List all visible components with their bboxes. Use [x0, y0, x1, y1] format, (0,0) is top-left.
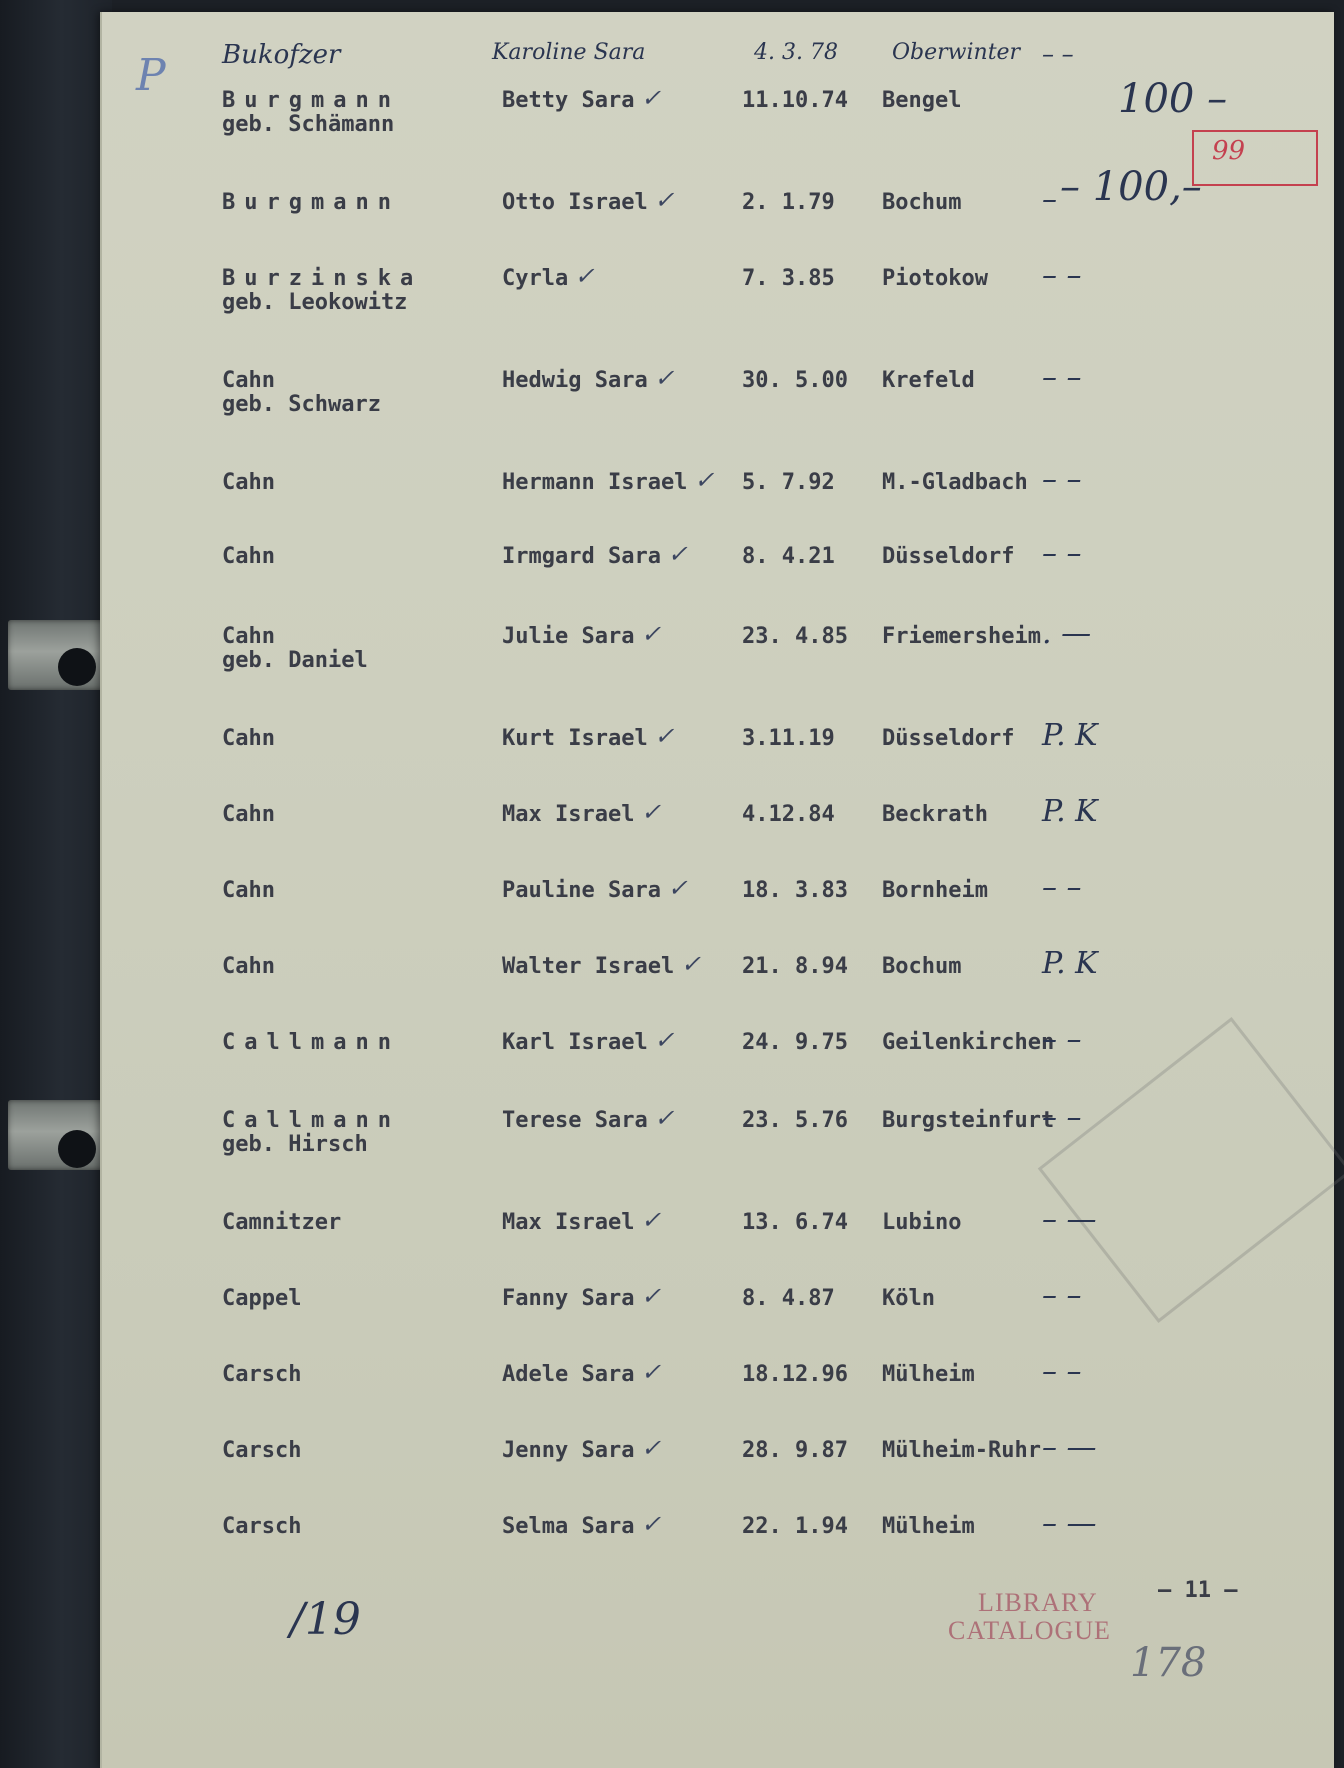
entry-surname: Cahn: [222, 802, 275, 827]
entry-given-name: Julie Sara: [502, 624, 635, 649]
entry-birth-date: 11.10.74: [742, 88, 848, 113]
entry-handwritten-mark: – —: [1042, 1506, 1097, 1541]
page-number: – 11 –: [1158, 1578, 1238, 1603]
header-given: Karoline Sara: [492, 40, 646, 65]
blue-p-mark: P: [136, 50, 166, 101]
entry-birth-place: Bochum: [882, 190, 962, 215]
entry-surname: Cahn: [222, 954, 275, 979]
entry-handwritten-mark: – –: [1042, 1100, 1082, 1135]
handwritten-amount-2: – 100,–: [1060, 164, 1202, 210]
faded-stamp-mark: [1038, 1017, 1344, 1323]
entry-surname: Cahn: [222, 878, 275, 903]
entry-handwritten-mark: . —: [1042, 616, 1092, 651]
entry-given-name: Betty Sara: [502, 88, 635, 113]
binder-clip-lower: [8, 1100, 108, 1170]
entry-birth-date: 28. 9.87: [742, 1438, 848, 1463]
entry-birthname: geb. Hirsch: [222, 1132, 368, 1157]
entry-birthname: geb. Schwarz: [222, 392, 381, 417]
entry-birth-place: M.-Gladbach: [882, 470, 1028, 495]
check-mark-icon: ✓: [694, 466, 715, 494]
entry-birth-place: Krefeld: [882, 368, 975, 393]
boxed-number: 99: [1192, 130, 1318, 186]
handwritten-amount-1: 100 –: [1118, 76, 1228, 122]
check-mark-icon: ✓: [641, 1206, 662, 1234]
entry-birth-date: 21. 8.94: [742, 954, 848, 979]
entry-birth-place: Bornheim: [882, 878, 988, 903]
entry-surname: Callmann: [222, 1030, 400, 1055]
entry-given-name: Pauline Sara: [502, 878, 661, 903]
entry-birth-date: 18.12.96: [742, 1362, 848, 1387]
entry-given-name: Walter Israel: [502, 954, 675, 979]
check-mark-icon: ✓: [654, 722, 675, 750]
entry-birth-place: Lubino: [882, 1210, 962, 1235]
entry-birth-place: Düsseldorf: [882, 544, 1015, 569]
entry-given-name: Otto Israel: [502, 190, 648, 215]
entry-given-name: Max Israel: [502, 802, 635, 827]
entry-birthname: geb. Schämann: [222, 112, 395, 137]
check-mark-icon: ✓: [680, 950, 701, 978]
entry-birth-place: Friemersheim: [882, 624, 1041, 649]
entry-given-name: Karl Israel: [502, 1030, 648, 1055]
entry-handwritten-mark: P. K: [1042, 946, 1098, 981]
entry-birth-date: 7. 3.85: [742, 266, 835, 291]
check-mark-icon: ✓: [641, 620, 662, 648]
punch-hole-lower: [58, 1130, 96, 1168]
entry-birth-date: 2. 1.79: [742, 190, 835, 215]
header-place: Oberwinter: [892, 40, 1021, 65]
entry-given-name: Fanny Sara: [502, 1286, 635, 1311]
entry-handwritten-mark: – —: [1042, 1430, 1097, 1465]
check-mark-icon: ✓: [641, 84, 662, 112]
entry-birth-date: 23. 5.76: [742, 1108, 848, 1133]
handwritten-folio-right: 178: [1130, 1640, 1207, 1686]
entry-birth-place: Piotokow: [882, 266, 988, 291]
stamp-library: LIBRARY: [978, 1588, 1098, 1617]
entry-surname: Cahn: [222, 624, 275, 649]
binder-clip-upper: [8, 620, 108, 690]
binder-strip: [0, 0, 112, 1768]
entry-surname: Cahn: [222, 470, 275, 495]
check-mark-icon: ✓: [667, 874, 688, 902]
entry-handwritten-mark: – –: [1042, 462, 1082, 497]
entry-surname: Burgmann: [222, 190, 400, 215]
entry-birth-date: 13. 6.74: [742, 1210, 848, 1235]
entry-handwritten-mark: P. K: [1042, 794, 1098, 829]
check-mark-icon: ✓: [641, 1282, 662, 1310]
entry-birth-place: Mülheim: [882, 1362, 975, 1387]
check-mark-icon: ✓: [667, 540, 688, 568]
check-mark-icon: ✓: [641, 1358, 662, 1386]
entry-given-name: Cyrla: [502, 266, 569, 291]
entry-handwritten-mark: – –: [1042, 536, 1082, 571]
entry-birth-place: Geilenkirchen: [882, 1030, 1055, 1055]
entry-surname: Carsch: [222, 1514, 302, 1539]
entry-surname: Cahn: [222, 544, 275, 569]
check-mark-icon: ✓: [654, 186, 675, 214]
entry-handwritten-mark: – –: [1042, 1278, 1082, 1313]
entry-given-name: Jenny Sara: [502, 1438, 635, 1463]
header-mark: – –: [1042, 40, 1074, 68]
entry-surname: Callmann: [222, 1108, 400, 1133]
entry-handwritten-mark: – —: [1042, 1202, 1097, 1237]
entry-birth-place: Beckrath: [882, 802, 988, 827]
entry-surname: Cahn: [222, 368, 275, 393]
entry-birth-place: Köln: [882, 1286, 935, 1311]
entry-handwritten-mark: –: [1042, 182, 1057, 217]
entry-surname: Burgmann: [222, 88, 400, 113]
entry-birth-place: Mülheim-Ruhr: [882, 1438, 1041, 1463]
entry-given-name: Hermann Israel: [502, 470, 688, 495]
check-mark-icon: ✓: [641, 1510, 662, 1538]
punch-hole-upper: [58, 648, 96, 686]
entry-given-name: Hedwig Sara: [502, 368, 648, 393]
header-surname: Bukofzer: [222, 40, 341, 70]
check-mark-icon: ✓: [654, 1026, 675, 1054]
entry-birthname: geb. Daniel: [222, 648, 368, 673]
entry-birth-place: Burgsteinfurt: [882, 1108, 1055, 1133]
entry-birth-place: Düsseldorf: [882, 726, 1015, 751]
entry-birth-place: Mülheim: [882, 1514, 975, 1539]
entry-birth-date: 8. 4.87: [742, 1286, 835, 1311]
entry-handwritten-mark: P. K: [1042, 718, 1098, 753]
check-mark-icon: ✓: [641, 798, 662, 826]
entry-birth-date: 18. 3.83: [742, 878, 848, 903]
entry-birth-date: 8. 4.21: [742, 544, 835, 569]
entry-birth-date: 23. 4.85: [742, 624, 848, 649]
entry-birth-date: 24. 9.75: [742, 1030, 848, 1055]
entry-given-name: Max Israel: [502, 1210, 635, 1235]
entry-birth-date: 4.12.84: [742, 802, 835, 827]
entry-handwritten-mark: – –: [1042, 360, 1082, 395]
entry-handwritten-mark: – –: [1042, 1354, 1082, 1389]
entry-given-name: Adele Sara: [502, 1362, 635, 1387]
entry-surname: Cahn: [222, 726, 275, 751]
entry-handwritten-mark: – –: [1042, 1022, 1082, 1057]
entry-birthname: geb. Leokowitz: [222, 290, 408, 315]
entry-birth-date: 5. 7.92: [742, 470, 835, 495]
entry-birth-date: 30. 5.00: [742, 368, 848, 393]
entry-birth-place: Bengel: [882, 88, 962, 113]
header-date: 4. 3. 78: [754, 40, 838, 65]
entry-birth-date: 22. 1.94: [742, 1514, 848, 1539]
entry-given-name: Selma Sara: [502, 1514, 635, 1539]
entry-handwritten-mark: – –: [1042, 870, 1082, 905]
entry-surname: Camnitzer: [222, 1210, 342, 1235]
handwritten-folio-left: /19: [290, 1594, 361, 1645]
entry-birth-place: Bochum: [882, 954, 962, 979]
entry-surname: Cappel: [222, 1286, 302, 1311]
entry-surname: Carsch: [222, 1438, 302, 1463]
entry-surname: Carsch: [222, 1362, 302, 1387]
check-mark-icon: ✓: [641, 1434, 662, 1462]
entry-birth-date: 3.11.19: [742, 726, 835, 751]
stamp-catalogue: CATALOGUE: [948, 1616, 1111, 1645]
entry-handwritten-mark: – –: [1042, 258, 1082, 293]
check-mark-icon: ✓: [654, 364, 675, 392]
entry-given-name: Irmgard Sara: [502, 544, 661, 569]
entry-given-name: Kurt Israel: [502, 726, 648, 751]
entry-given-name: Terese Sara: [502, 1108, 648, 1133]
entry-surname: Burzinska: [222, 266, 423, 291]
check-mark-icon: ✓: [574, 262, 595, 290]
check-mark-icon: ✓: [654, 1104, 675, 1132]
